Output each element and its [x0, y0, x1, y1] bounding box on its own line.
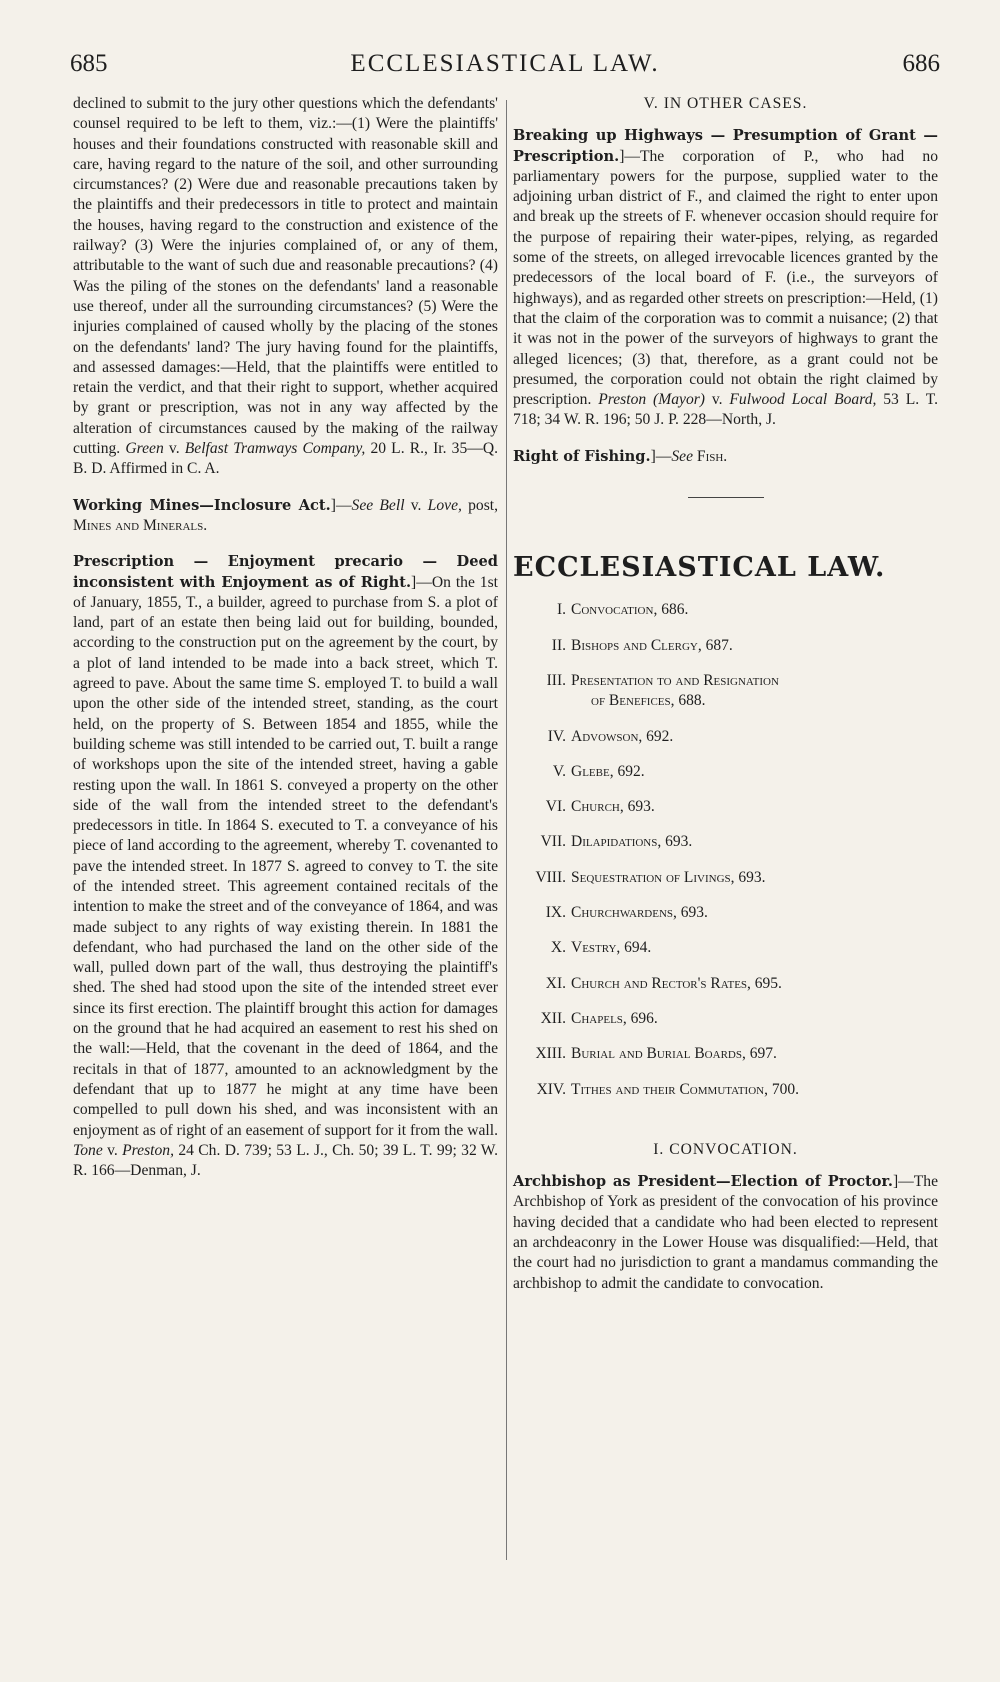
paragraph-heading: Archbishop as President—Election of Proctor. [513, 1173, 893, 1191]
paragraph-text: ]— [330, 496, 352, 514]
toc-item [513, 1080, 938, 1100]
cross-reference: Mines and Minerals. [73, 516, 208, 534]
case-versus: v. [705, 391, 730, 409]
column-divider [506, 100, 507, 1560]
paragraph-support-verdict [73, 94, 498, 480]
toc-number: XIII. [535, 1045, 566, 1063]
toc-item [513, 832, 938, 852]
toc-text: Sequestration of Livings, 693. [571, 868, 766, 886]
table-of-contents [513, 600, 938, 1099]
left-column [73, 94, 498, 1197]
case-versus: v. [102, 1141, 123, 1159]
toc-item [513, 762, 938, 782]
toc-item [513, 671, 938, 712]
toc-text: Presentation to and Resignation [571, 671, 779, 689]
case-name: Tone [73, 1141, 103, 1159]
toc-item [513, 868, 938, 888]
case-versus: v. [163, 440, 185, 458]
case-name: Green [125, 440, 164, 458]
see-reference: See [671, 447, 694, 465]
toc-text: Church and Rector's Rates, 695. [571, 974, 782, 992]
paragraph-working-mines [73, 496, 498, 537]
toc-number: XIV. [536, 1080, 566, 1098]
toc-number: VII. [540, 833, 566, 851]
toc-number: XI. [545, 974, 566, 992]
section-heading-other-cases: V. IN OTHER CASES. [643, 95, 808, 112]
toc-number: III. [546, 671, 566, 689]
paragraph-prescription [73, 552, 498, 1181]
case-citation: 53 L. T. 718; 34 W. R. 196; 50 J. P. 228—North, J. [513, 391, 938, 429]
paragraph-text: ]—On the 1st of January, 1855, T., a builder, agreed to purchase from S. a plot of land, part of an estate then being laid out for building, bounded, according to the construction put on the agreement by the court, by a plot of land intended to be made into a back street, which T. agreed to pave. About the same time S. employed T. to build a wall upon the other side of the intended street, standing, as the court held, on the property of S. Between 1854 and 1855, while the building scheme was still intended to be carried out, T. built a range of workshops upon the site of the intended street, having a gable resting upon the wall. In 1861 S. conveyed a property on the other side of the wall from the intended street to the defendant's predecessors in title. In 1864 S. executed to T. a conveyance of his piece of land according to the agreement, whereby T. covenanted to pave the intended street. In 1877 S. agreed to convey to T. the site of the intended street. This agreement contained recitals of the intention to make the street and of the conveyance of 1864, and was made subject to any rights of way existing therein. In 1881 the defendant, who had purchased the land on the other side of the wall, pulled down part of the wall, thus destroying the plaintiff's shed. The shed had stood upon the site of the intended street ever since its first erection. The plaintiff brought this action for damages on the ground that he had acquired an easement to rest his shed on the wall:—Held, that the covenant in the deed of 1864, and the recitals in that of 1877, amounted to an acknowledgment by the defendant that up to 1877 he might at any time have been compelled to pull down his shed, and was inconsistent with an enjoyment as of right of an easement of support for it from the wall. [73, 573, 498, 1139]
toc-number: IV. [547, 727, 566, 745]
toc-item [513, 797, 938, 817]
toc-text: Dilapidations, 693. [571, 833, 693, 851]
toc-item [513, 1044, 938, 1064]
toc-text: Bishops and Clergy, 687. [571, 636, 733, 654]
toc-text: Glebe, 692. [571, 762, 645, 780]
toc-text: Tithes and their Commutation, 700. [571, 1080, 799, 1098]
case-name: Belfast Tramways Company, [184, 440, 366, 458]
case-versus: v. [404, 496, 428, 514]
toc-item [513, 636, 938, 656]
chapter-title: ECCLESIASTICAL LAW. [513, 552, 886, 584]
toc-number: II. [551, 636, 566, 654]
paragraph-archbishop [513, 1172, 938, 1294]
toc-number: XII. [540, 1009, 566, 1027]
toc-text: Church, 693. [571, 798, 655, 816]
paragraph-heading: Prescription — Enjoyment precario — Deed inconsistent with Enjoyment as of Right. [73, 553, 498, 591]
toc-number: V. [552, 762, 566, 780]
case-citation: 20 L. R., Ir. 35—Q. B. D. Affirmed in C. A. [73, 440, 499, 478]
toc-text: Churchwardens, 693. [571, 904, 708, 922]
toc-text: Advowson, 692. [571, 727, 674, 745]
paragraph-text: ]—The corporation of P., who had no parliamentary powers for the purpose, supplied water to the adjoining urban district of F., and claimed the right to enter upon and break up the streets of F. whenever occasion should require for the purpose of repairing their water-pipes, relying, as regarded some of the streets, on alleged irrevocable licences granted by the predecessors of the local board of F. (i.e., the surveyors of highways), and as regarded other streets on prescription:—Held, (1) that the claim of the corporation was to commit a nuisance; (2) that it was not in the power of the surveyors of highways to grant the alleged licences; (3) that, therefore, as a grant could not be presumed, the corporation could not obtain the right claimed by prescription. [513, 147, 938, 409]
paragraph-text: ]— [650, 447, 672, 465]
toc-item [513, 600, 938, 620]
paragraph-text: declined to submit to the jury other questions which the defendants' counsel required to be left to them, viz.:—(1) Were the plaintiffs' houses and their foundations constructed with reasonable skill and care, having regard to the nature of the soil, and other surrounding circumstances? (2) Were due and reasonable precautions taken by the plaintiffs and their predecessors in title to protect and maintain the houses, having regard to the construction and existence of the railway? (3) Were the injuries complained of, or any of them, attributable to the want of such due and reasonable precautions? (4) Was the piling of the stones on the defendants' land a reasonable use thereof, under all the surrounding circumstances? (5) Were the injuries complained of caused wholly by the placing of the stones on the defendants' land? The jury having found for the plaintiffs, and assessed damages:—Held, that the plaintiffs were entitled to retain the verdict, and that their right to support, whether acquired by grant or prescription, was not in any way affected by the alteration of circumstances caused by the making of the railway cutting. [73, 95, 498, 458]
paragraph-heading: Breaking up Highways — Presumption of Grant — Prescription. [513, 127, 938, 165]
paragraph-right-of-fishing [513, 447, 938, 467]
cross-reference: Fish. [693, 447, 728, 465]
toc-item [513, 974, 938, 994]
page-number-left: 685 [70, 50, 108, 77]
paragraph-heading: Right of Fishing. [513, 447, 651, 465]
case-citation: 24 Ch. D. 739; 53 L. J., Ch. 50; 39 L. T. 99; 32 W. R. 166—Denman, J. [73, 1141, 498, 1180]
toc-item [513, 1009, 938, 1029]
section-rule [688, 497, 764, 498]
case-name: Preston (Mayor) [598, 391, 705, 409]
right-column [513, 94, 938, 1310]
toc-text-continued: of Benefices, 688. [591, 692, 706, 710]
section-heading-convocation: I. CONVOCATION. [653, 1140, 798, 1158]
paragraph-text: ]—The Archbishop of York as president of the convocation of his province having decided that a candidate who had been elected to represent an archdeaconry in the Lower House was disqualified:—Held, that the court had no jurisdiction to grant a mandamus commanding the archbishop to admit the candidate to convocation. [513, 1173, 938, 1292]
paragraph-text: post, [461, 496, 499, 514]
paragraph-breaking-highways [513, 126, 938, 430]
toc-text: Chapels, 696. [571, 1009, 658, 1027]
toc-text: Burial and Burial Boards, 697. [571, 1045, 777, 1063]
toc-number: VI. [545, 798, 566, 816]
toc-number: I. [556, 601, 566, 619]
page-number-right: 686 [902, 50, 940, 77]
toc-number: VIII. [535, 868, 566, 886]
toc-item [513, 938, 938, 958]
see-reference: See Bell [351, 496, 405, 514]
toc-number: IX. [545, 904, 566, 922]
case-name: Preston, [122, 1141, 174, 1159]
case-name: Love, [427, 496, 462, 514]
toc-item [513, 903, 938, 923]
page-title: ECCLESIASTICAL LAW. [350, 50, 660, 77]
running-header [70, 50, 940, 90]
case-name: Fulwood Local Board, [729, 391, 877, 409]
toc-number: X. [550, 939, 566, 957]
toc-text: Vestry, 694. [571, 939, 652, 957]
toc-item [513, 727, 938, 747]
toc-text: Convocation, 686. [571, 601, 689, 619]
paragraph-heading: Working Mines—Inclosure Act. [73, 496, 331, 514]
